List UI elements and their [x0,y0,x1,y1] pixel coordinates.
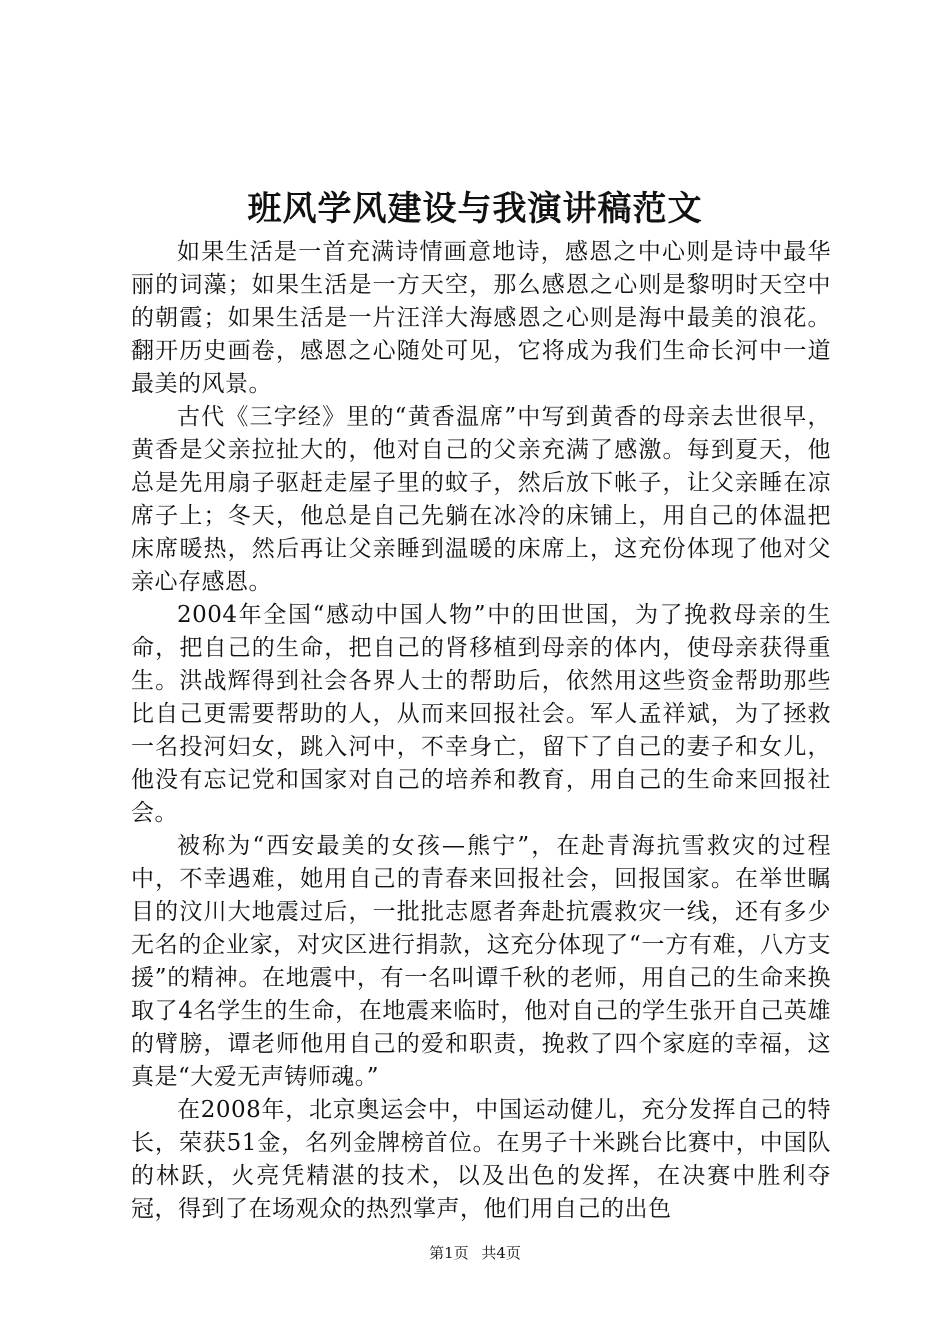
document-body [131,236,831,1226]
paragraph-gratitude-intro: 如果生活是一首充满诗情画意地诗，感恩之中心则是诗中最华丽的词藻；如果生活是一方天空，那么感恩之心则是黎明时天空中的朝霞；如果生活是一片汪洋大海感恩之心则是海中最美的浪花。翻开历史画卷，感恩之心随处可见，它将成为我们生命长河中一道最美的风景。 [131,239,831,397]
page-total: 共4页 [481,1244,521,1262]
page-number: 第1页 [429,1244,469,1262]
paragraph-touching-china: 2004年全国“感动中国人物”中的田世国，为了挽救母亲的生命，把自己的生命，把自己的肾移植到母亲的体内，使母亲获得重生。洪战辉得到社会各界人士的帮助后，依然用这些资金帮助那些比自己更需要帮助的人，从而来回报社会。军人孟祥斌，为了拯救一名投河妇女，跳入河中，不幸身亡，留下了自己的妻子和女儿，他没有忘记党和国家对自己的培养和教育，用自己的生命来回报社会。 [131,602,831,826]
paragraph-huang-xiang: 古代《三字经》里的“黄香温席”中写到黄香的母亲去世很早，黄香是父亲拉扯大的，他对自己的父亲充满了感激。每到夏天，他总是先用扇子驱赶走屋子里的蚊子，然后放下帐子，让父亲睡在凉席子上；冬天，他总是自己先躺在冰冷的床铺上，用自己的体温把床席暖热，然后再让父亲睡到温暖的床席上，这充份体现了他对父亲心存感恩。 [131,404,831,595]
page-footer [0,1243,950,1263]
paragraph-olympics: 在2008年，北京奥运会中，中国运动健儿，充分发挥自己的特长，荣获51金，名列金牌榜首位。在男子十米跳台比赛中，中国队的林跃，火亮凭精湛的技术，以及出色的发挥，在决赛中胜利夺冠，得到了在场观众的热烈掌声，他们用自己的出色 [131,1097,831,1222]
document-title: 班风学风建设与我演讲稿范文 [247,189,703,229]
paragraph-xiong-ning: 被称为“西安最美的女孩—熊宁”，在赴青海抗雪救灾的过程中，不幸遇难，她用自己的青春来回报社会，回报国家。在举世瞩目的汶川大地震过后，一批批志愿者奔赴抗震救灾一线，还有多少无名的企业家，对灾区进行捐款，这充分体现了“一方有难，八方支援”的精神。在地震中，有一名叫谭千秋的老师，用自己的生命来换取了4名学生的生命，在地震来临时，他对自己的学生张开自己英雄的臂膀，谭老师他用自己的爱和职责，挽救了四个家庭的幸福，这真是“大爱无声铸师魂。” [131,833,831,1090]
